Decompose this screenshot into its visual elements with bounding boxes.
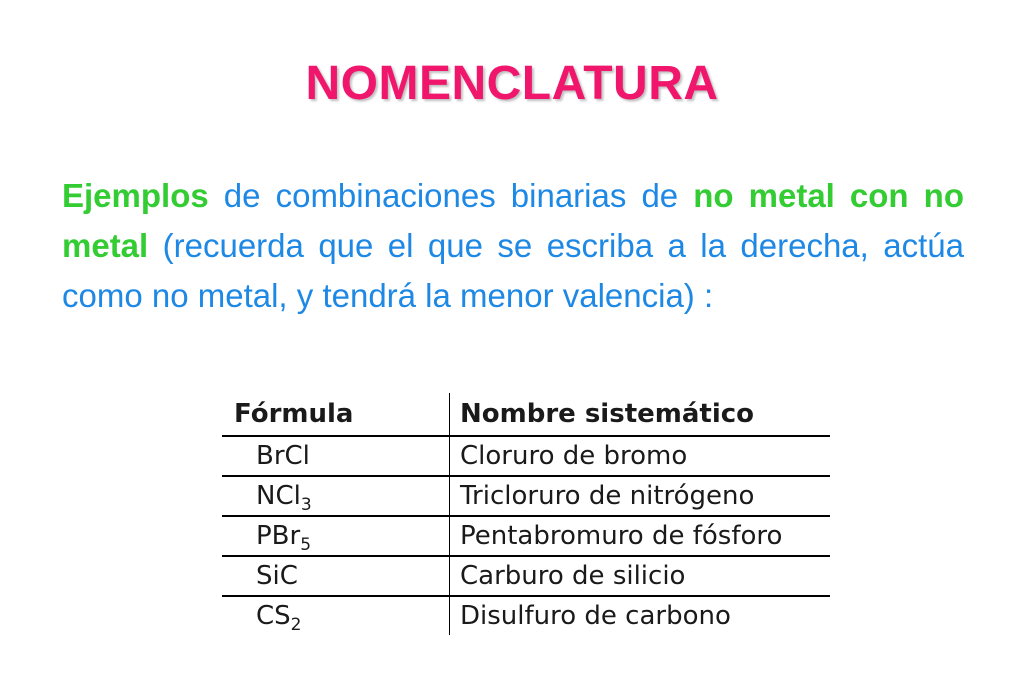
name-cell: Pentabromuro de fósforo [450, 516, 831, 556]
formula-cell [222, 476, 450, 516]
intro-keyword-no-metal: no metal con no metal [62, 177, 964, 264]
intro-text-2: (recuerda que el que se escriba a la derecha, actúa como no metal, y tendrá la menor valencia) : [62, 227, 964, 314]
name-cell: Disulfuro de carbono [460, 601, 731, 631]
header-systematic-name: Nombre sistemático [450, 393, 831, 436]
table-row [222, 556, 830, 596]
intro-paragraph [62, 171, 964, 321]
formula-text: BrCl [256, 441, 310, 471]
table-row [222, 596, 830, 635]
name-cell: Tricloruro de nitrógeno [450, 476, 831, 516]
table-row [222, 516, 830, 556]
page-title: NOMENCLATURA [305, 57, 719, 110]
formula-subscript: 5 [300, 535, 312, 555]
table-row [222, 436, 830, 476]
name-cell: Cloruro de bromo [450, 436, 831, 476]
intro-text-1: de combinaciones binarias de [208, 177, 694, 214]
table-header-row [222, 393, 830, 436]
formula-cell [222, 516, 450, 556]
formula-cell [222, 596, 450, 635]
name-cell: Carburo de silicio [450, 556, 831, 596]
table-row [222, 476, 830, 516]
formula-text: NCl [256, 481, 301, 511]
formula-cell [222, 436, 450, 476]
intro-keyword-ejemplos: Ejemplos [62, 177, 209, 214]
formula-subscript: 3 [300, 495, 312, 515]
nomenclature-table [222, 393, 830, 635]
nomenclature-table-container [222, 393, 832, 643]
formula-subscript: 2 [290, 615, 302, 635]
formula-text: CS [256, 601, 291, 631]
header-formula: Fórmula [222, 393, 450, 436]
formula-cell [222, 556, 450, 596]
formula-text: SiC [256, 561, 298, 591]
formula-text: PBr [256, 521, 301, 551]
